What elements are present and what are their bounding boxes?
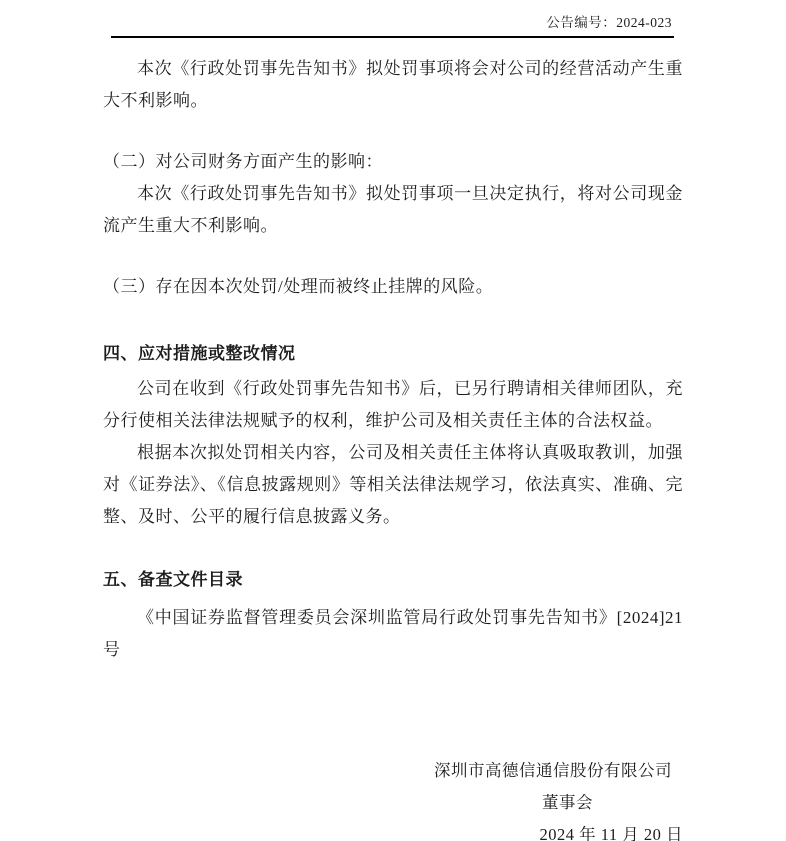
section-4-heading: 四、应对措施或整改情况 <box>103 344 296 363</box>
section-5-document-item: 《中国证券监督管理委员会深圳监管局行政处罚事先告知书》[2024]21 号 <box>103 608 683 659</box>
signature-signer: 董事会 <box>542 793 593 812</box>
impact-operations-paragraph: 本次《行政处罚事先告知书》拟处罚事项将会对公司的经营活动产生重大不利影响。 <box>103 59 683 110</box>
signature-block <box>103 755 683 841</box>
section-5-heading: 五、备查文件目录 <box>103 570 243 589</box>
section-2-paragraph: 本次《行政处罚事先告知书》拟处罚事项一旦决定执行，将对公司现金流产生重大不利影响。 <box>103 184 683 235</box>
signature-company-name: 深圳市高德信通信股份有限公司 <box>434 761 672 780</box>
section-2-heading: （二）对公司财务方面产生的影响： <box>103 152 383 171</box>
announcement-number: 公告编号：2024-023 <box>546 15 672 30</box>
signature-date: 2024 年 11 月 20 日 <box>539 825 683 841</box>
document-body <box>103 37 683 841</box>
section-4-paragraph-1: 公司在收到《行政处罚事先告知书》后，已另行聘请相关律师团队，充分行使相关法律法规赋予的权利，维护公司及相关责任主体的合法权益。 <box>103 379 683 430</box>
section-3-heading: （三）存在因本次处罚/处理而被终止挂牌的风险。 <box>103 277 494 296</box>
section-4-paragraph-2: 根据本次拟处罚相关内容，公司及相关责任主体将认真吸取教训，加强对《证券法》、《信息披露规则》等相关法律法规学习，依法真实、准确、完整、及时、公平的履行信息披露义务。 <box>103 443 683 526</box>
